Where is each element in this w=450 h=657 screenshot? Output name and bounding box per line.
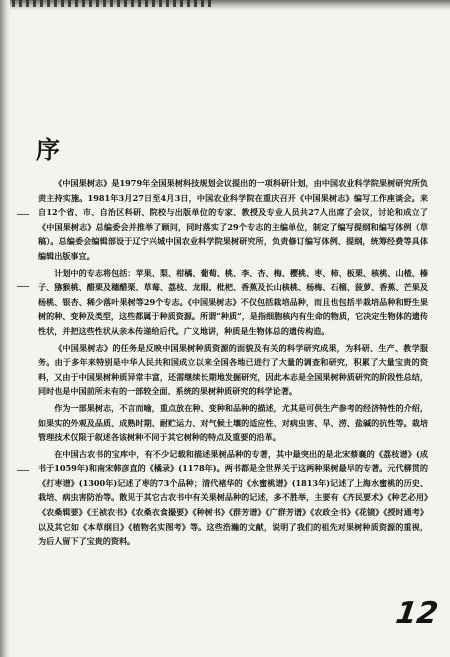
paragraph: 《中国果树志》的任务是反映中国果树种质资源的面貌及有关的科学研究成果，为科研、生产、教学服务。由于多年来特别是中华人民共和国成立以来全国各地已进行了大量的调查和研究，积累了大量宝贵的资料，又由于中国果树种质异常丰富，还需继续长期地发掘研究，因此本志是全国果树种质研究的阶段性总结，同时也是中国前所未有的一部较全面、系统的果树种质研究的科学论著。 bbox=[38, 342, 428, 397]
paragraph: 《中国果树志》是1979年全国果树科技规划会议提出的一项科研计划，由中国农业科学院果树研究所负责主持实施。1981年3月27日至4月3日，中国农业科学院在重庆召开《中国果树志》编写工作座谈会。来自12个省、市、自治区科研、院校与出版单位的专家、教授及专业人员共27人出席了会议，讨论和成立了《中国果树志》总编委会并推举了顾问，同时落实了29个专志的主编单位，制定了编写提纲和编写体例（草稿）。总编委会编辑部设于辽宁兴城中国农业科学院果树研究所，负责修订编写体例、提纲，统筹经费等具体编辑出版事宜。 bbox=[38, 178, 428, 261]
margin-mark bbox=[17, 214, 29, 215]
binding-hole-strip bbox=[12, 0, 212, 7]
paragraph: 计划中的专志将包括：苹果、梨、柑橘、葡萄、桃、李、杏、梅、樱桃、枣、柿、板栗、核桃、山楂、榛子、猕猴桃、醋栗及穗醋栗、草莓、荔枝、龙眼、枇杷、香蕉及长山核桃、杨梅、石榴、菠萝、香蕉、芒果及杨桃、银杏、稀少落叶果树等29个专志。《中国果树志》不仅包括栽培品种，而且也包括半栽培品种和野生果树的种、变种及类型，这些都属于种质资源。所谓“种质”，是指细胞核内有生命的物质，它决定生物体的遗传性状，并把这些性状从亲本传递给后代。广义地讲，种质是生物体总的遗传构造。 bbox=[38, 267, 428, 336]
margin-mark bbox=[17, 286, 29, 287]
scan-edge-left bbox=[0, 0, 10, 657]
handwritten-page-number: 12 bbox=[393, 596, 441, 631]
paragraph: 在中国古农书的宝库中，有不少记载和描述果树品种的专著，其中最突出的是北宋蔡襄的《荔枝谱》(成书于1059年)和南宋韩彦直的《橘录》(1178年)。两书都是全世界关于这两种果树最早的专著。元代柳贯的《打枣谱》(1300年)记述了枣的73个品种；清代褚华的《水蜜桃谱》(1813年)记述了上海水蜜桃的历史、栽培、病虫害防治等。散见于其它古农书中有关果树品种的记述，多不胜举，主要有《齐民要术》《种艺必用》《农桑辑要》《王祯农书》《农桑衣食撮要》《种树书》《群芳谱》《广群芳谱》《农政全书》《花镜》《授时通考》以及其它如《本草纲目》《植物名实图考》等。这些浩瀚的文献，说明了我们的祖先对果树种质资源的重视，为后人留下了宝贵的资料。 bbox=[38, 448, 428, 547]
document-body bbox=[38, 176, 428, 551]
margin-mark bbox=[17, 470, 29, 471]
page-title: 序 bbox=[36, 135, 61, 164]
paragraph: 作为一部果树志，不言而喻，重点放在种、变种和品种的描述，尤其是可供生产参考的经济特性的介绍，如果实的外观及品质、成熟时期、耐贮运力、对气候土壤的适应性、对病虫害、旱、涝、盐碱的抗性等。栽培管理技术仅限于叙述各该树种不同于其它树种的特点及重要的沿革。 bbox=[38, 402, 428, 443]
